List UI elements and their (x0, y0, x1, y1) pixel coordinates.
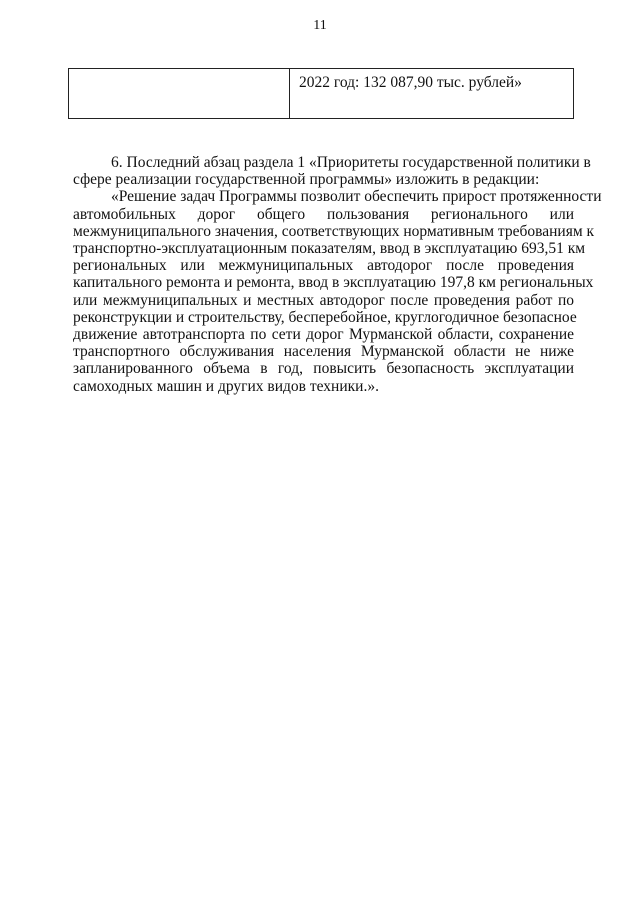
page-number: 11 (313, 18, 327, 33)
table-fragment (68, 68, 574, 119)
text-line: капитального ремонта и ремонта, ввод в эксплуатацию 197,8 км региональных (73, 274, 594, 292)
document-body (73, 154, 602, 395)
text-line: транспортно-эксплуатационным показателям, ввод в эксплуатацию 693,51 км (73, 240, 586, 258)
text-line: самоходных машин и других видов техники.». (73, 377, 379, 395)
paragraph-quoted-text (73, 188, 602, 395)
text-line: или межмуниципальных и местных автодорог после проведения работ по (73, 291, 574, 309)
text-line: сфере реализации государственной программы» изложить в редакции: (73, 171, 540, 189)
text-line: 6. Последний абзац раздела 1 «Приоритеты государственной политики в (111, 154, 591, 171)
text-line: «Решение задач Программы позволит обеспечить прирост протяженности (111, 188, 602, 206)
text-line: автомобильных дорог общего пользования регионального или (73, 205, 574, 223)
paragraph-amendment-6 (73, 154, 591, 189)
text-line: реконструкции и строительству, бесперебойное, круглогодичное безопасное (73, 308, 577, 326)
table-cell-amount: 2022 год: 132 087,90 тыс. рублей» (299, 74, 522, 91)
text-line: запланированного объема в год, повысить безопасность эксплуатации (73, 360, 574, 378)
text-line: региональных или межмуниципальных автодорог после проведения (73, 257, 574, 275)
table-column-divider (289, 69, 290, 118)
text-line: транспортного обслуживания населения Мурманской области не ниже (73, 343, 574, 361)
text-line: движение автотранспорта по сети дорог Мурманской области, сохранение (73, 326, 574, 344)
text-line: межмуниципального значения, соответствующих нормативным требованиям к (73, 222, 595, 240)
